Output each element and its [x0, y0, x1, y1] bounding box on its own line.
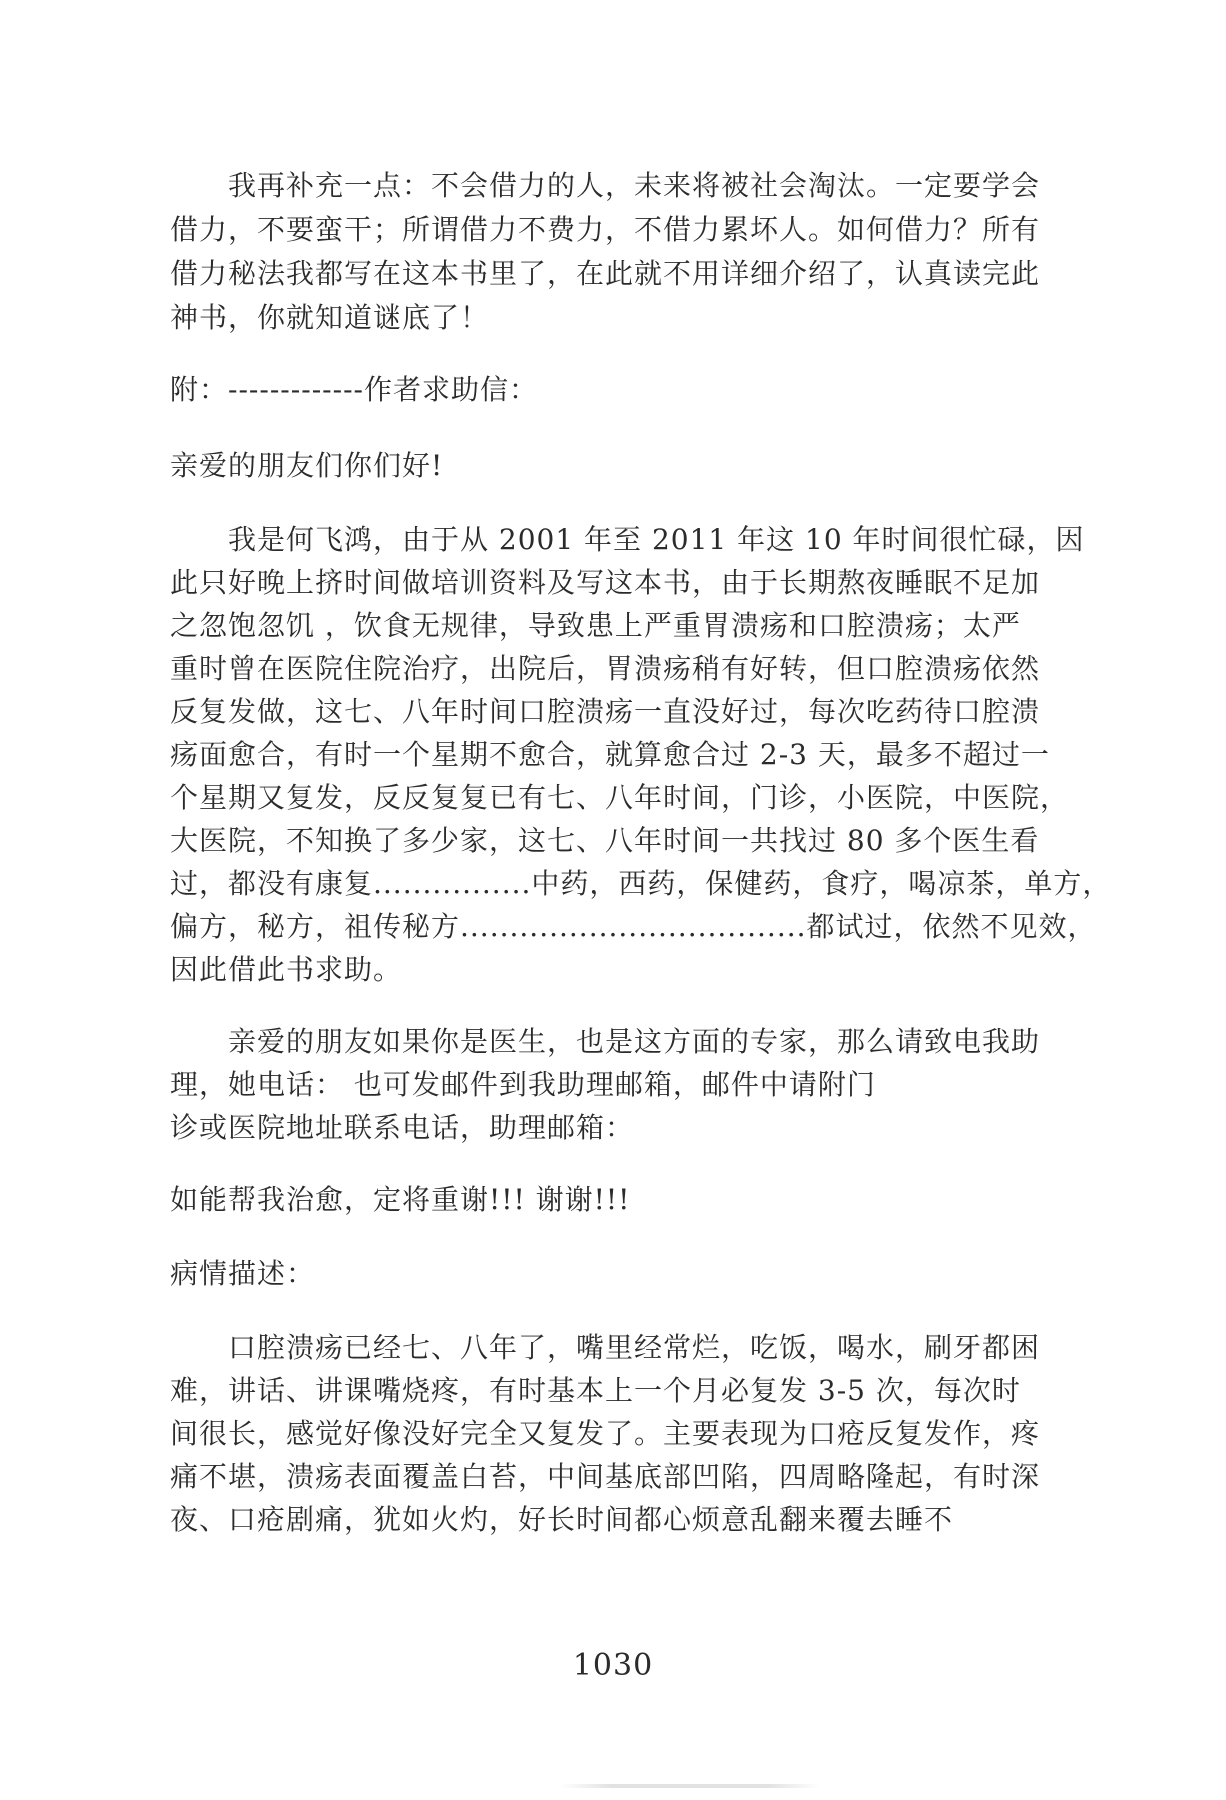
thanks-line: 如能帮我治愈，定将重谢!!! 谢谢!!!: [170, 1183, 631, 1216]
appendix-heading: 附：-------------作者求助信：: [170, 373, 538, 406]
text-line: 借力，不要蛮干；所谓借力不费力，不借力累坏人。如何借力？所有: [170, 213, 1041, 246]
text-line: 重时曾在医院住院治疗，出院后，胃溃疡稍有好转，但口腔溃疡依然: [170, 652, 1041, 685]
section-heading: 病情描述：: [170, 1257, 316, 1290]
text-line: 过，都没有康复................中药，西药，保健药，食疗，喝凉茶，单方，: [170, 867, 1112, 900]
text-line: 神书，你就知道谜底了！: [170, 301, 490, 334]
text-line: 疡面愈合，有时一个星期不愈合，就算愈合过 2-3 天，最多不超过一: [170, 738, 1050, 771]
text-line: 亲爱的朋友如果你是医生，也是这方面的专家，那么请致电我助: [228, 1025, 1041, 1058]
scan-edge-mark: [560, 1784, 820, 1788]
text-line: 我再补充一点：不会借力的人，未来将被社会淘汰。一定要学会: [228, 169, 1041, 202]
text-line: 我是何飞鸿，由于从 2001 年至 2011 年这 10 年时间很忙碌，因: [228, 523, 1085, 556]
page-number: 1030: [572, 1648, 654, 1683]
text-line: 借力秘法我都写在这本书里了，在此就不用详细介绍了，认真读完此: [170, 257, 1041, 290]
salutation: 亲爱的朋友们你们好!: [170, 449, 444, 482]
text-line: 理，她电话： 也可发邮件到我助理邮箱，邮件中请附门: [170, 1068, 876, 1101]
text-line: 口腔溃疡已经七、八年了，嘴里经常烂，吃饭，喝水，刷牙都困: [228, 1331, 1041, 1364]
text-line: 个星期又复发，反反复复已有七、八年时间，门诊，小医院，中医院，: [170, 781, 1070, 814]
text-line: 夜、口疮剧痛，犹如火灼，好长时间都心烦意乱翻来覆去睡不: [170, 1503, 954, 1536]
text-line: 之忽饱忽饥 ，饮食无规律，导致患上严重胃溃疡和口腔溃疡；太严: [170, 609, 1021, 642]
text-line: 因此借此书求助。: [170, 953, 403, 986]
text-line: 偏方，秘方，祖传秘方...................................都试过，依然不见效，: [170, 910, 1097, 943]
text-line: 诊或医院地址联系电话，助理邮箱：: [170, 1111, 635, 1144]
text-line: 痛不堪，溃疡表面覆盖白苔，中间基底部凹陷，四周略隆起，有时深: [170, 1460, 1041, 1493]
text-line: 反复发做，这七、八年时间口腔溃疡一直没好过，每次吃药待口腔溃: [170, 695, 1041, 728]
text-line: 大医院，不知换了多少家，这七、八年时间一共找过 80 多个医生看: [170, 824, 1040, 857]
text-line: 难，讲话、讲课嘴烧疼，有时基本上一个月必复发 3-5 次，每次时: [170, 1374, 1021, 1407]
text-line: 间很长，感觉好像没好完全又复发了。主要表现为口疮反复发作，疼: [170, 1417, 1041, 1450]
text-line: 此只好晚上挤时间做培训资料及写这本书，由于长期熬夜睡眠不足加: [170, 566, 1041, 599]
